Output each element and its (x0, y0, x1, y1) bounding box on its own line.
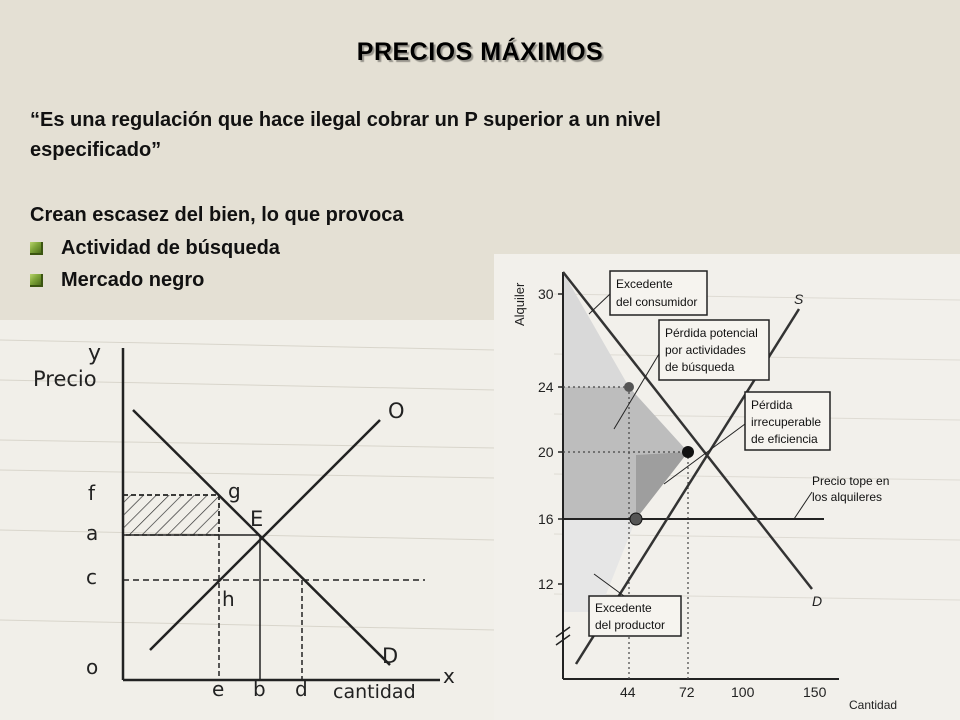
price-ceiling-text-1: Precio tope en (812, 474, 890, 488)
x-tick-44: 44 (620, 684, 636, 700)
quantity-label-d: d (295, 677, 308, 701)
price-label-a: a (86, 521, 99, 545)
square-bullet-icon (30, 242, 43, 255)
y-tick-16: 16 (538, 511, 554, 527)
bullet-label-search: Actividad de búsqueda (61, 236, 280, 259)
consumer-surplus-text-1: Excedente (616, 277, 673, 291)
search-loss-text-2: por actividades (665, 343, 746, 357)
bullet-label-black-market: Mercado negro (61, 268, 205, 291)
x-tick-100: 100 (731, 684, 755, 700)
bullet-item-black-market (30, 265, 204, 295)
definition-quote-line-1: “Es una regulación que hace ilegal cobrar un P superior a un nivel (30, 109, 661, 131)
equilibrium-point (682, 446, 694, 458)
quantity-label-b: b (253, 677, 266, 701)
price-label-f: f (88, 481, 96, 505)
x-axis-label: x (443, 664, 455, 688)
left-graph-photo (0, 320, 496, 720)
origin-label: o (86, 655, 99, 679)
square-bullet-icon (30, 274, 43, 287)
x-tick-150: 150 (803, 684, 827, 700)
definition-quote-line-2: especificado” (30, 139, 162, 161)
y-tick-24: 24 (538, 379, 554, 395)
search-loss-text-1: Pérdida potencial (665, 326, 758, 340)
y-tick-20: 20 (538, 444, 554, 460)
bullet-item-search (30, 233, 280, 263)
ceiling-quantity-point (630, 513, 642, 525)
price-label-c: c (86, 565, 97, 589)
intro-text: Crean escasez del bien, lo que provoca (30, 204, 404, 226)
deadweight-area (636, 452, 688, 519)
supply-label: S (794, 291, 804, 307)
price-ceiling-text-2: los alquileres (812, 490, 883, 504)
x-axis-title: cantidad (333, 681, 416, 703)
right-graph (494, 254, 960, 720)
y-tick-12: 12 (538, 576, 554, 592)
point-label-h: h (222, 587, 235, 611)
leader-line (794, 492, 812, 519)
producer-surplus-text-1: Excedente (595, 601, 652, 615)
consumer-surplus-text-2: del consumidor (616, 295, 698, 309)
x-axis-title: Cantidad (849, 698, 898, 712)
producer-surplus-text-2: del productor (595, 618, 666, 632)
deadweight-text-3: de eficiencia (751, 432, 818, 446)
leader-line (589, 294, 610, 314)
y-axis-title: Alquiler (512, 282, 527, 326)
demand-price-point (624, 382, 634, 392)
supply-label: O (388, 399, 405, 423)
y-axis-title: Precio (33, 367, 97, 391)
hatched-area (123, 495, 219, 535)
search-loss-text-3: de búsqueda (665, 360, 735, 374)
deadweight-text-2: irrecuperable (751, 415, 822, 429)
deadweight-text-1: Pérdida (751, 398, 793, 412)
point-label-g: g (228, 479, 241, 503)
y-tick-30: 30 (538, 286, 554, 302)
left-graph (0, 320, 496, 720)
x-tick-72: 72 (679, 684, 695, 700)
demand-label: D (812, 593, 823, 609)
point-label-e: E (250, 507, 264, 531)
y-axis-label: y (88, 341, 102, 366)
quantity-label-e: e (212, 677, 225, 701)
demand-label: D (382, 644, 399, 668)
slide-title: PRECIOS MÁXIMOS (356, 38, 604, 66)
right-graph-photo (494, 254, 960, 720)
